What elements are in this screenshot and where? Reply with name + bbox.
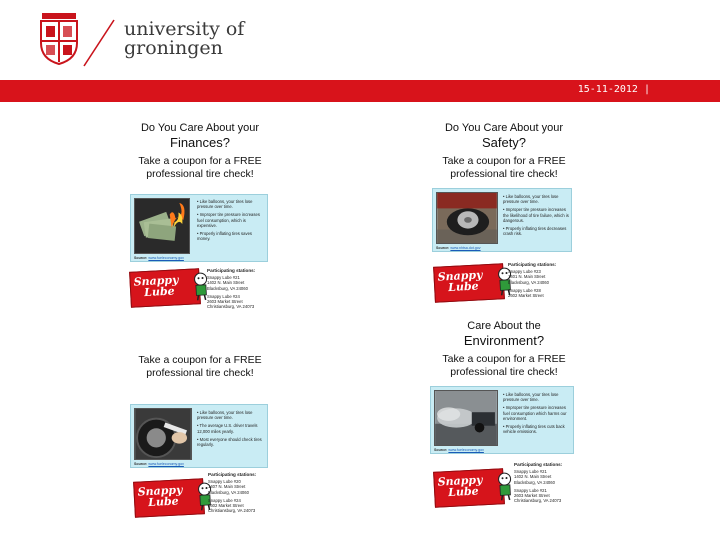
coupon-heading-line1: Do You Care About your [444,122,564,134]
station-line: Snappy Lube #24 [208,497,241,503]
bullet-item: • Improper tire pressure increases fuel consumption which harms our environment. [503,405,567,421]
coupon-info-box [130,194,268,262]
source-link[interactable]: www.nhtsa.dot.gov [450,246,481,250]
coupon-info-box [430,386,574,454]
bullet-item: • Like balloons, your tires lose pressure over time. [197,410,253,421]
bullet-item: • Properly inflating tires decreases crash risk. [503,226,567,237]
snappy-lube-logo [433,468,505,508]
burning-money-photo [134,198,190,254]
coupon-tagline-2: professional tire check! [146,168,254,180]
participating-stations [207,268,287,312]
source-link[interactable]: www.fueleconomy.gov [448,448,484,452]
bullet-item: • Properly inflating tires cuts back vehicle emissions. [503,424,565,435]
bullet-item: • The average U.S. driver travels 12,000 miles yearly. [197,423,258,434]
source-label: Source: [134,462,148,466]
coupon-tagline-1: Take a coupon for a FREE [138,354,262,366]
mascot-icon [494,471,516,502]
station-line: Christiansburg, VA 24073 [514,498,562,504]
coupon-tagline-2: professional tire check! [146,367,254,379]
logo-divider-slash [82,18,116,68]
station-line: Snappy Lube #21 [514,469,547,475]
coupon-source [134,256,184,260]
stations-title: Participating stations: [514,462,563,467]
coupon-info-box [432,188,572,252]
source-link[interactable]: www.fueleconomy.gov [148,256,184,260]
brand-line2: Lube [143,284,175,300]
station-line: 1402 N. Main Street [207,280,245,286]
coupon-bullet-list [503,392,571,437]
participating-stations [514,462,594,506]
station-line: Snappy Lube #20 [208,479,241,485]
station-line: Snappy Lube #28 [508,287,541,293]
coupon-heading-line1: Do You Care About your [140,122,260,134]
coupon-tagline-2: professional tire check! [450,168,558,180]
flat-tire-photo [436,192,498,244]
coupon-tagline-2: professional tire check! [450,366,558,378]
stations-title: Participating stations: [508,262,557,267]
car-exhaust-photo [434,390,498,446]
university-name-line2: groningen [124,37,223,59]
coupon-heading-line2: Environment? [463,333,545,348]
university-seal-logo [38,13,80,65]
stations-title: Participating stations: [207,268,256,273]
station-line: Blacksburg, VA 24060 [207,285,248,291]
coupon-tagline-1: Take a coupon for a FREE [442,155,566,167]
station-line: 1402 N. Main Street [514,474,552,480]
station-line: Snappy Lube #21 [207,275,240,281]
participating-stations [508,262,588,301]
bullet-item: • Like balloons, your tires lose pressure over time. [503,392,559,403]
source-label: Source: [434,448,448,452]
coupon-bullet-list [197,410,265,450]
snappy-lube-logo [133,478,205,518]
station-line: 1401 N. Main Street [508,274,546,280]
slide-date: 15-11-2012 | [577,84,650,95]
tire-gauge-photo [134,408,192,460]
source-label: Source: [134,256,148,260]
university-wordmark [124,20,244,58]
station-line: 2602 Market Street [208,503,244,509]
snappy-lube-logo [433,263,505,303]
station-line: 2603 Market Street [207,299,243,305]
source-link[interactable]: www.fueleconomy.gov [148,462,184,466]
coupon-bullet-list [197,199,265,244]
brand-line1: Snappy [137,483,183,499]
coupon-source [436,246,481,250]
coupon-info-box [130,404,268,468]
station-line: Christiansburg, VA 24073 [207,304,255,310]
coupon-source [434,448,484,452]
participating-stations [208,472,288,516]
coupon-bullet-list [503,194,569,239]
station-line: 2603 Market Street [514,493,550,499]
bullet-item: • Like balloons, your tires lose pressure over time. [197,199,253,210]
station-line: 1407 N. Main Street [208,484,246,490]
bullet-item: • Improper tire pressure increases the likelihood of tire failure, which is dangerous. [503,207,569,223]
brand-line1: Snappy [437,268,483,284]
bullet-item: • Most everyone should check tires regularly. [197,436,262,448]
station-line: 2602 Market Street [508,293,544,299]
bullet-item: • Improper tire pressure increases fuel consumption, which is expensive. [197,212,260,228]
stations-title: Participating stations: [208,472,257,477]
brand-line1: Snappy [133,273,179,289]
station-line: Blacksburg, VA 24060 [514,479,555,485]
header-red-bar [0,80,720,102]
coupon-source [134,462,184,466]
source-label: Source: [436,246,450,250]
coupon-tagline-1: Take a coupon for a FREE [442,353,566,365]
brand-line2: Lube [447,279,479,295]
coupon-heading-line2: Finances? [170,135,230,150]
bullet-item: • Properly inflating tires saves money. [197,231,252,242]
brand-line2: Lube [447,484,479,500]
station-line: Snappy Lube #21 [514,487,547,493]
station-line: Christiansburg, VA 24073 [208,508,256,514]
university-name-line1: university of [124,18,245,40]
coupon-tagline-1: Take a coupon for a FREE [138,155,262,167]
bullet-item: • Like balloons, your tires lose pressure over time. [503,194,559,205]
station-line: Snappy Lube #23 [508,269,541,275]
brand-line2: Lube [147,494,179,510]
station-line: Blacksburg, VA 24060 [508,279,549,285]
brand-line1: Snappy [437,473,483,489]
snappy-lube-logo [129,268,201,308]
station-line: Blacksburg, VA 24060 [208,489,249,495]
coupon-heading-line1: Care About the [467,320,541,332]
coupon-heading-line2: Safety? [481,135,527,150]
station-line: Snappy Lube #24 [207,293,240,299]
